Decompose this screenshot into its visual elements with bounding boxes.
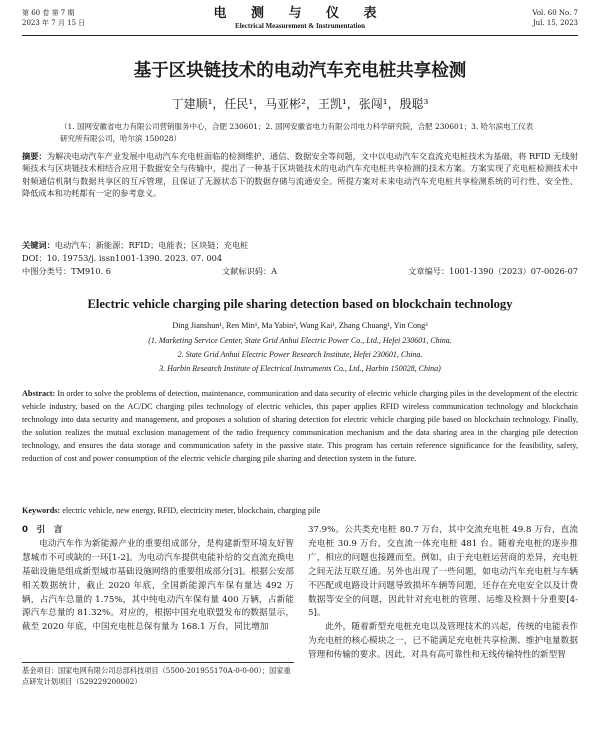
running-header (22, 5, 578, 36)
abstract-en (22, 388, 578, 465)
date-cn: 2023 年 7 月 15 日 (22, 19, 86, 27)
header-right (532, 8, 578, 28)
abstract-en-text: In order to solve the problems of detection, maintenance, communication and data security of electric vehicle charging piles in the development of the electric vehicle industry, based on the AC/DC charging piles technology of electric vehicles, this paper applies RFID wireless communication technology and blockchain technology into data security and management, and proposes a solution of sharing detection for electric vehicle charging pile based on blockchain technology. Finally, the solution realizes the mutual exclusion management of the radio frequency communication mechanism and the data sharing area in the charging pile detection technology, and ensures the data storage and communication safety in the passive state. This program has certain reference significance for the feasibility, safety, reduction of cost and power consumption of the electric vehicle charging pile sharing and detection system in the future. (22, 389, 578, 463)
volume-issue-cn: 第 60 卷 第 7 期 (22, 9, 75, 17)
volume-issue-en: Vol. 60 No. 7 (532, 9, 578, 17)
right-column (308, 524, 578, 663)
authors-cn: 丁建顺¹，任民¹，马亚彬²，王凯¹，张闯¹，殷聪³ (171, 97, 429, 111)
section-heading-intro: 0 引 言 (22, 525, 63, 535)
left-paragraph-1: 电动汽车作为新能源产业的重要组成部分，是构建新型环境友好智慧城市不可或缺的一环[1-2]。为电动汽车提供电能补给的交直流充换电基础设施是组成新型城市基础设施网络的重要组成部分[3]。根据公安部相关数据统计，截止 2020 年底，全国新能源汽车保有量达 492 万辆，占汽车总量的 1.75%，其中纯电动汽车保有量 400 万辆，占新能源汽车总量的 81.32%。对应的，根据中国充电联盟发布的数据显示，截至 2020 年底，中国充电桩总保有量为 168.1 万台，同比增加 (22, 538, 294, 633)
affiliations-en (0, 334, 600, 376)
keywords-en-label: Keywords: (22, 506, 61, 515)
right-paragraph-2: 此外，随着新型充电桩充电以及管理技术的兴起，传统的电能表作为充电桩的核心模块之一，已不能满足充电桩共享检测、维护电量数据管理和传输的要求。因此，对具有高可靠性和无线传输特性的新型智 (308, 622, 578, 661)
clc-number: 中图分类号：TM910. 6 (22, 266, 112, 276)
keywords-cn-label: 关键词： (22, 240, 55, 250)
abstract-cn (22, 150, 578, 200)
affiliation-en-2: 2. State Grid Anhui Electric Power Research Institute, Hefei 230601, China. (177, 350, 423, 359)
left-column (22, 524, 294, 635)
paper-title-cn: 基于区块链技术的电动汽车充电桩共享检测 (133, 61, 467, 81)
footnote-funding: 基金项目：国家电网有限公司总部科技项目（5500-201955170A-0-0-00）；国家重点研发计划项目（529229200002） (22, 662, 294, 687)
abstract-cn-text: 为解决电动汽车产业发展中电动汽车充电桩面临的检测维护、通信、数据安全等问题，文中以电动汽车交直流充电桩技术为基础，将 RFID 无线射频技术与区块链技术相结合应用于数据安全与传输中，提出了一种基于区块链技术的电动汽车充电桩共享检测的技术方案。方案实现了充电桩检测技术中射频通信机制与数据共享区的互斥管理，且保证了无源状态下的数据存储与流通安全。所提方案对未来电动汽车充电桩共享检测系统的可行性、安全性、降低成本和功耗都有一定的参考意义。 (22, 151, 578, 199)
doi: DOI：10. 19753/j. issn1001-1390. 2023. 07. 004 (22, 253, 223, 263)
keywords-en (22, 505, 578, 517)
keywords-cn (22, 239, 578, 251)
abstract-en-label: Abstract: (22, 389, 56, 398)
keywords-en-text: electric vehicle, new energy, RFID, electricity meter, blockchain, charging pile (62, 506, 321, 515)
abstract-cn-label: 摘要： (22, 151, 47, 161)
journal-name-en: Electrical Measurement & Instrumentation (235, 22, 365, 30)
affiliation-cn: （1. 国网安徽省电力有限公司营销服务中心，合肥 230601；2. 国网安徽省电力有限公司电力科学研究院，合肥 230601；3. 哈尔滨电工仪表研究所有限公司，哈尔滨 150028） (60, 122, 534, 143)
right-paragraph-1: 37.9%。公共类充电桩 80.7 万台，其中交流充电桩 49.8 万台，直流充电桩 30.9 万台，交直流一体充电桩 481 台。随着充电桩的逐步推广，相应的问题也接踵而至。例如，由于充电桩运营商的差异，充电桩之间无法互联互通。另外也出现了一些问题，如电动汽车充电桩与车辆不匹配或电路设计问题导致损坏车辆等问题，还存在充电安全以及计费数据等安全的问题，因此针对充电桩的管理、运维及检测十分重要[4-5]。 (308, 525, 578, 619)
keywords-cn-text: 电动汽车；新能源；RFID；电能表；区块链；充电桩 (54, 240, 249, 250)
journal-name-cn: 电 测 与 仪 表 (213, 6, 387, 21)
document-code: 文献标识码：A (222, 266, 278, 276)
affiliation-en-3: 3. Harbin Research Institute of Electrical Instruments Co., Ltd., Harbin 150028, China) (159, 364, 441, 373)
authors-en: Ding Jianshun¹, Ren Min¹, Ma Yabin², Wang Kai¹, Zhang Chuang¹, Yin Cong³ (172, 321, 428, 330)
affiliation-en-1: (1. Marketing Service Center, State Grid Anhui Electric Power Co., Ltd., Hefei 230601, China. (148, 336, 452, 345)
header-center (22, 6, 578, 31)
date-en: Jul. 15, 2023 (532, 19, 578, 27)
paper-title-en: Electric vehicle charging pile sharing detection based on blockchain technology (87, 297, 513, 311)
article-number: 文章编号：1001-1390（2023）07-0026-07 (408, 266, 578, 276)
classification-line (22, 265, 578, 277)
